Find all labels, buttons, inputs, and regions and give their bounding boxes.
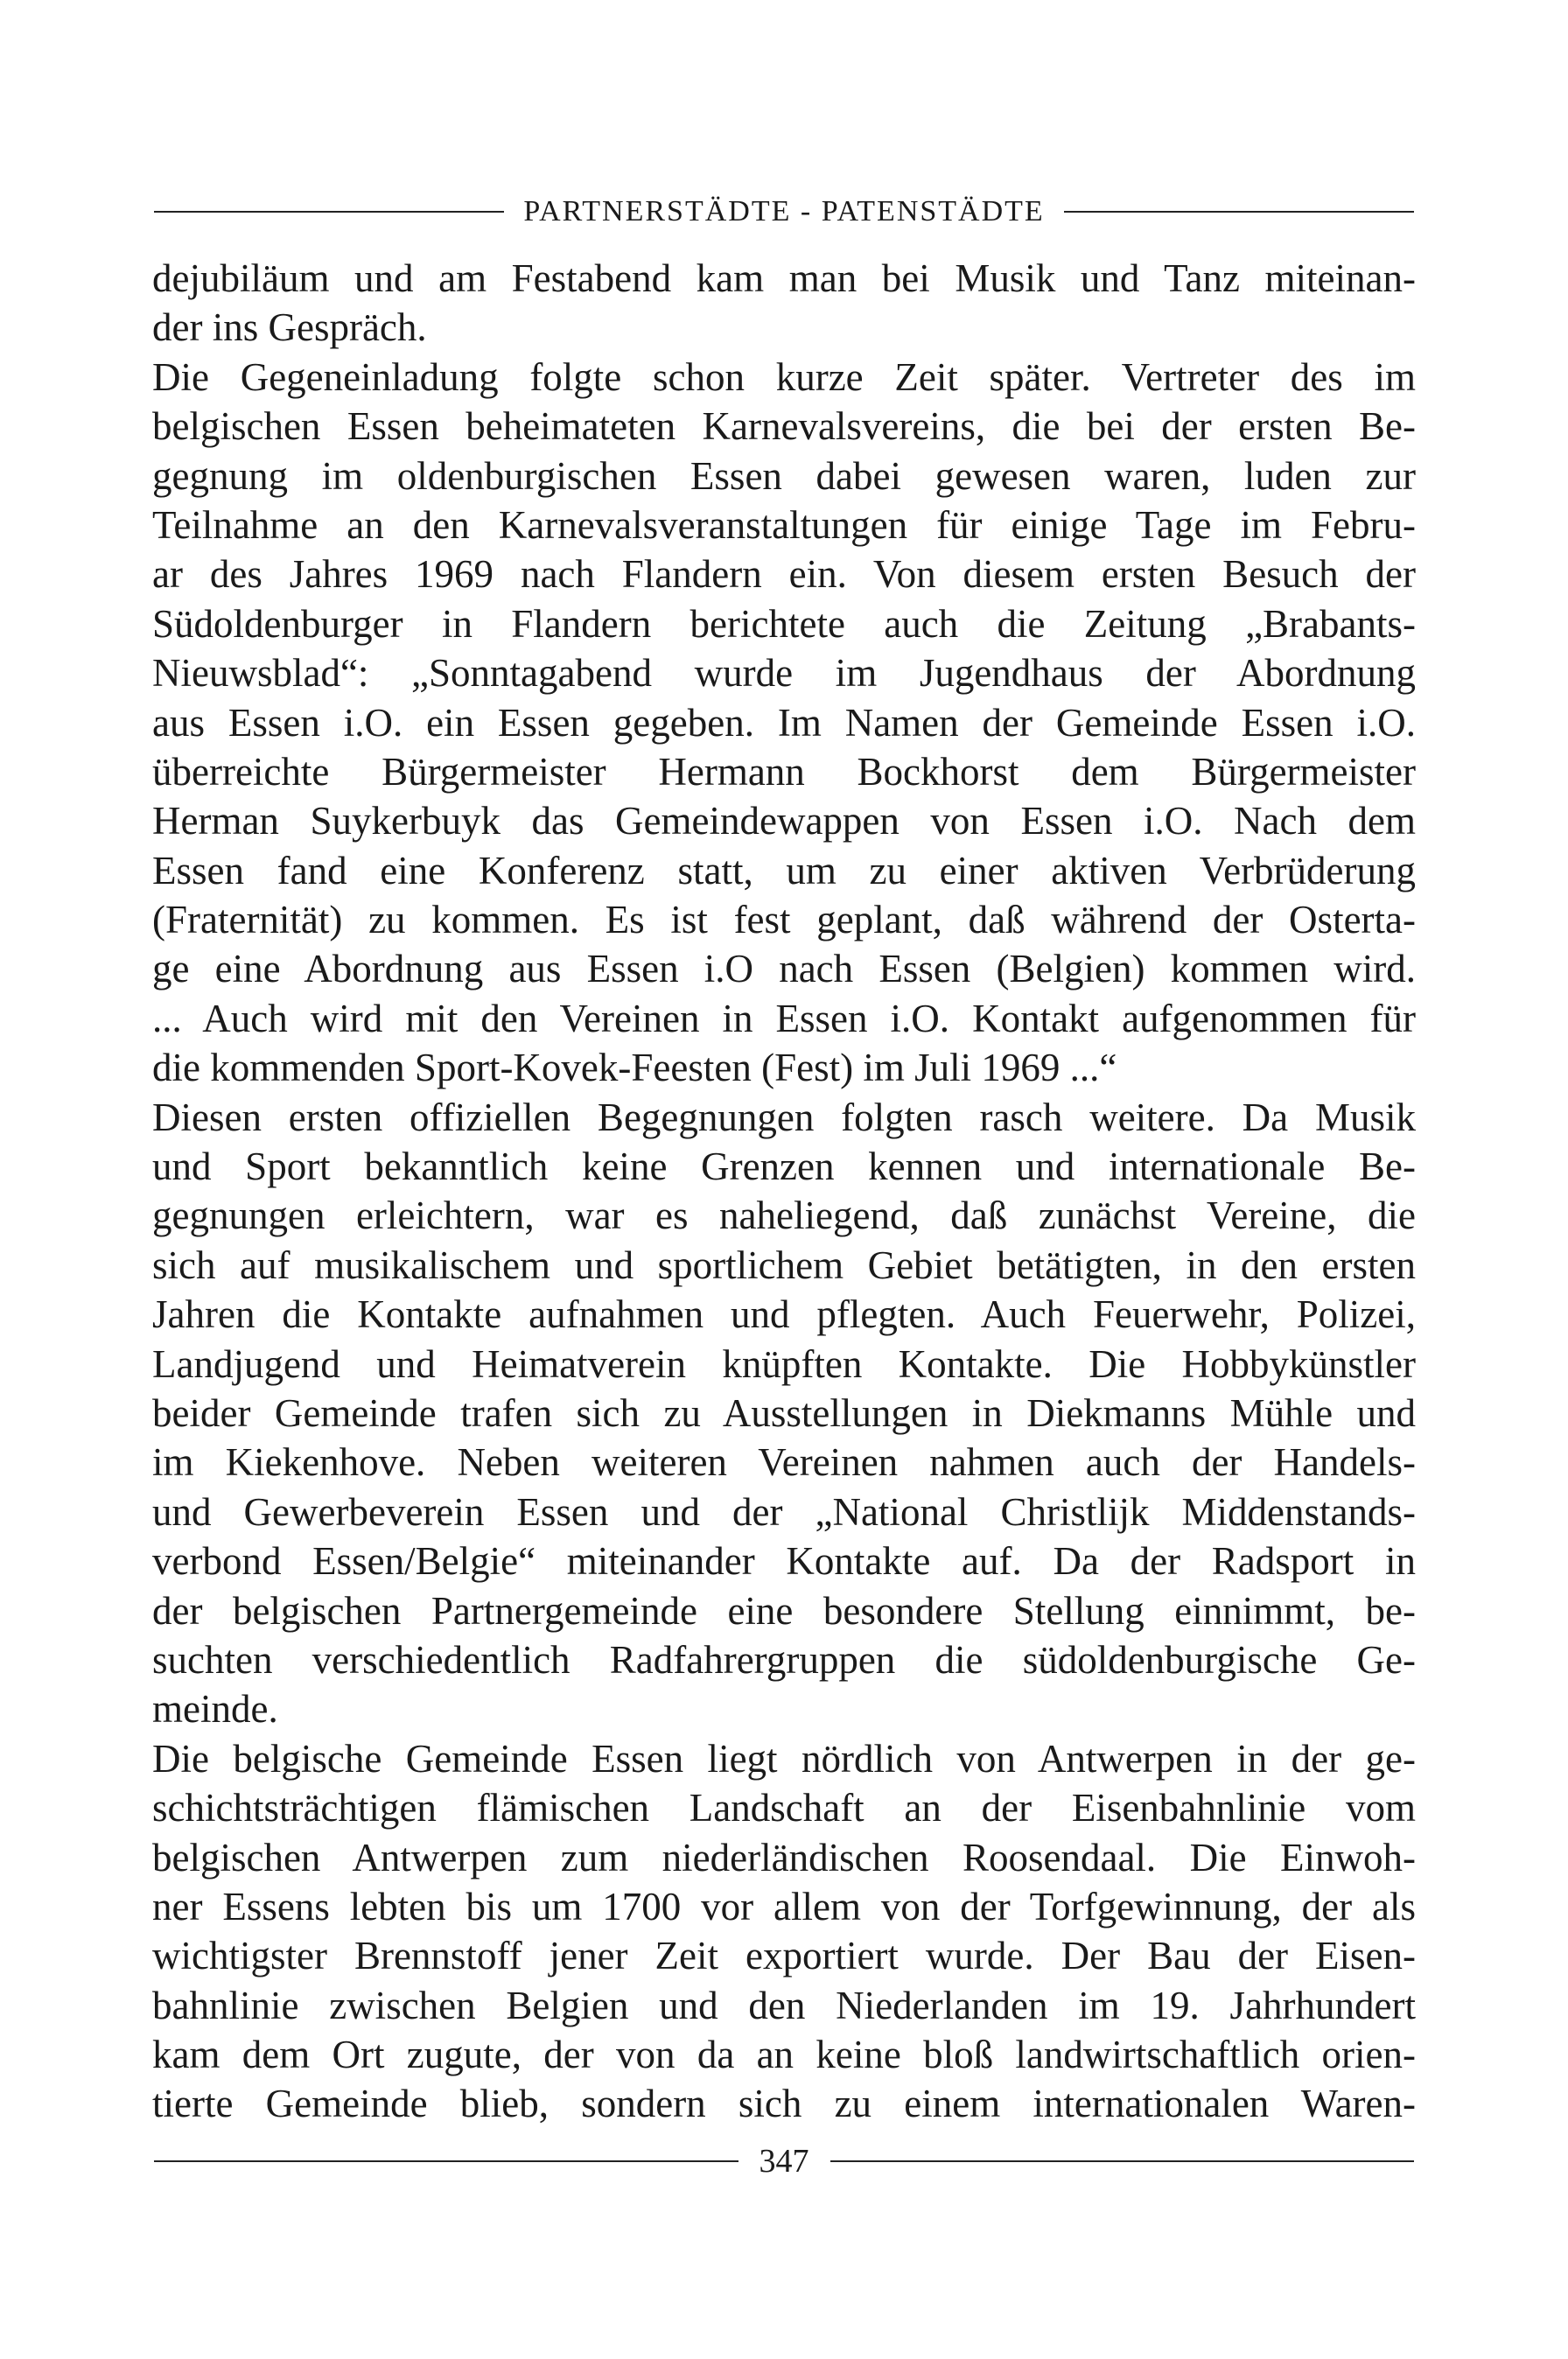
text-line: die kommenden Sport-Kovek-Feesten (Fest) im Juli 1969 ...“ [152,1046,1117,1090]
footer-rule-right [830,2160,1415,2162]
text-line: Die belgische Gemeinde Essen liegt nördlich von Antwerpen in der ge- [152,1736,1416,1781]
text-line: Die Gegeneinladung folgte schon kurze Zeit später. Vertreter des im [152,354,1416,399]
text-line: ner Essens lebten bis um 1700 vor allem von der Torfgewinnung, der als [152,1884,1416,1928]
text-line: Landjugend und Heimatverein knüpften Kontakte. Die Hobbykünstler [152,1341,1416,1386]
text-line: tierte Gemeinde blieb, sondern sich zu einem internationalen Waren- [152,2082,1416,2126]
text-line: Südoldenburger in Flandern berichtete auch die Zeitung „Brabants- [152,601,1416,646]
body-text [152,254,1416,2129]
text-line: der belgischen Partnergemeinde eine besondere Stellung einnimmt, be- [152,1588,1416,1633]
text-line: suchten verschiedentlich Radfahrergruppen die südoldenburgische Ge- [152,1637,1416,1682]
text-line: der ins Gespräch. [152,305,427,350]
page-number: 347 [759,2143,809,2180]
header-rule-left [154,211,504,213]
text-line: schichtsträchtigen flämischen Landschaft an der Eisenbahnlinie vom [152,1786,1416,1830]
text-line: und Gewerbeverein Essen und der „National Christlijk Middenstands- [152,1489,1416,1534]
header-title: PARTNERSTÄDTE - PATENSTÄDTE [523,195,1045,228]
text-line: Nieuwsblad“: „Sonntagabend wurde im Jugendhaus der Abordnung [152,651,1416,696]
text-line: gegnungen erleichtern, war es naheliegend, daß zunächst Vereine, die [152,1194,1416,1238]
footer-rule-left [154,2160,738,2162]
text-line: im Kiekenhove. Neben weiteren Vereinen nahmen auch der Handels- [152,1440,1416,1485]
text-line: sich auf musikalischem und sportlichem Gebiet betätigten, in den ersten [152,1242,1416,1287]
text-line: Teilnahme an den Karnevalsveranstaltungen für einige Tage im Febru- [152,502,1416,547]
text-line: aus Essen i.O. ein Essen gegeben. Im Namen der Gemeinde Essen i.O. [152,700,1416,745]
text-line: (Fraternität) zu kommen. Es ist fest geplant, daß während der Osterta- [152,898,1416,942]
text-line: Essen fand eine Konferenz statt, um zu einer aktiven Verbrüderung [152,848,1416,892]
page-footer [154,2135,1414,2188]
text-line: verbond Essen/Belgie“ miteinander Kontakte auf. Da der Radsport in [152,1539,1416,1584]
text-line: Jahren die Kontakte aufnahmen und pflegten. Auch Feuerwehr, Polizei, [152,1292,1416,1337]
header-rule-right [1064,211,1414,213]
text-line: und Sport bekanntlich keine Grenzen kennen und internationale Be- [152,1144,1416,1189]
text-line: ar des Jahres 1969 nach Flandern ein. Von diesem ersten Besuch der [152,552,1416,597]
text-line: ge eine Abordnung aus Essen i.O nach Essen (Belgien) kommen wird. [152,947,1416,991]
text-line: beider Gemeinde trafen sich zu Ausstellungen in Diekmanns Mühle und [152,1390,1416,1435]
text-line: meinde. [152,1687,278,1732]
text-line: kam dem Ort zugute, der von da an keine bloß landwirtschaftlich orien- [152,2033,1416,2077]
text-line: belgischen Essen beheimateten Karnevalsvereins, die bei der ersten Be- [152,404,1416,449]
text-line: Diesen ersten offiziellen Begegnungen folgten rasch weitere. Da Musik [152,1095,1416,1139]
text-line: belgischen Antwerpen zum niederländischen Roosendaal. Die Einwoh- [152,1835,1416,1880]
text-line: gegnung im oldenburgischen Essen dabei gewesen waren, luden zur [152,453,1416,498]
text-line: Herman Suykerbuyk das Gemeindewappen von Essen i.O. Nach dem [152,799,1416,844]
text-line: dejubiläum und am Festabend kam man bei Musik und Tanz miteinan- [152,256,1416,300]
text-line: ... Auch wird mit den Vereinen in Essen i.O. Kontakt aufgenommen für [152,996,1416,1040]
text-line: überreichte Bürgermeister Hermann Bockhorst dem Bürgermeister [152,749,1416,794]
text-line: wichtigster Brennstoff jener Zeit exportiert wurde. Der Bau der Eisen- [152,1934,1416,1978]
text-line: bahnlinie zwischen Belgien und den Niederlanden im 19. Jahrhundert [152,1983,1416,2027]
running-header [154,186,1414,238]
